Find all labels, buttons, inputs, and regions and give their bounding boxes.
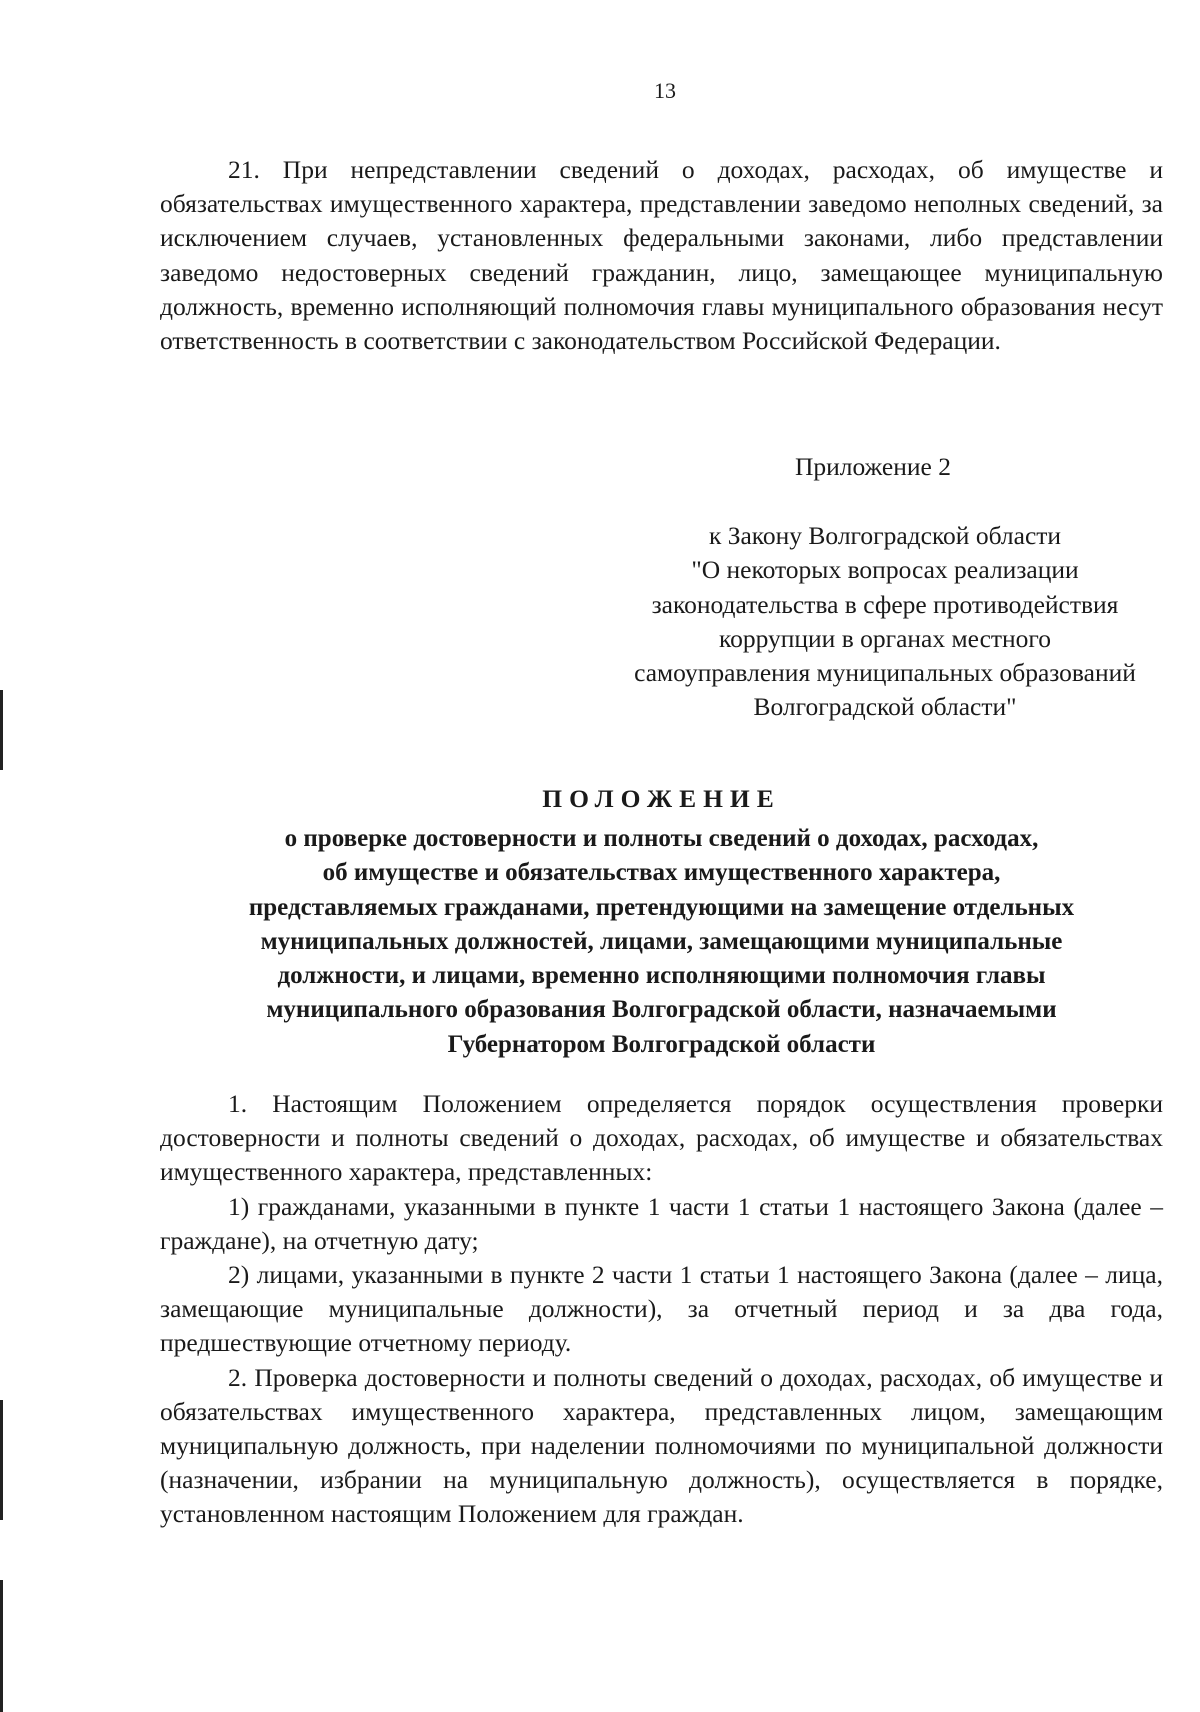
paragraph-21: 21. При непредставлении сведений о доходах, расходах, об имуществе и обязательствах имущественного характера, представлении заведомо неполных сведений, за исключением случаев, установленных федеральными законами, либо представлении заведомо недостоверных сведений гражданин, лицо, замещающее муниципальную должность, временно исполняющий полномочия главы муниципального образования несут ответственность в соответствии с законодательством Российской Федерации.	[160, 155, 1163, 356]
appendix-reference-line: "О некоторых вопросах реализации	[691, 555, 1079, 585]
scan-edge-mark	[0, 1580, 3, 1712]
main-body	[160, 1087, 1163, 1532]
subheading-line: должности, и лицами, временно исполняющими полномочия главы	[277, 962, 1046, 990]
body-paragraph-1-item-2: 2) лицами, указанными в пункте 2 части 1 статьи 1 настоящего Закона (далее – лица, замещающие муниципальные должности), за отчетный период и за два года, предшествующие отчетному периоду.	[160, 1260, 1163, 1358]
document-subheading	[180, 822, 1143, 1062]
appendix-reference-line: самоуправления муниципальных образований	[634, 658, 1136, 688]
body-paragraph-1: 1. Настоящим Положением определяется порядок осуществления проверки достоверности и полноты сведений о доходах, расходах, об имуществе и обязательствах имущественного характера, представленных:	[160, 1089, 1163, 1187]
scan-edge-mark	[0, 1400, 3, 1520]
appendix-reference-line: коррупции в органах местного	[718, 623, 1052, 653]
appendix-reference-line: к Закону Волгоградской области	[708, 521, 1062, 550]
body-paragraph-2: 2. Проверка достоверности и полноты сведений о доходах, расходах, об имуществе и обязательствах имущественного характера, представленных лицом, замещающим муниципальную должность, при наделении полномочиями по муниципальной должности (назначении, избрании на муниципальную должность), осуществляется в порядке, установленном настоящим Положением для граждан.	[160, 1362, 1163, 1529]
page-number: 13	[654, 78, 676, 103]
document-heading: ПОЛОЖЕНИЕ	[542, 784, 781, 813]
scan-edge-mark	[0, 690, 3, 770]
subheading-line: представляемых гражданами, претендующими на замещение отдельных	[248, 893, 1075, 921]
appendix-reference-line: Волгоградской области"	[753, 692, 1017, 722]
subheading-line: муниципальных должностей, лицами, замещающими муниципальные	[260, 927, 1063, 955]
subheading-line: о проверке достоверности и полноты сведений о доходах, расходах,	[284, 825, 1039, 852]
appendix-title: Приложение 2	[795, 452, 951, 481]
paragraph-21-block	[160, 153, 1163, 358]
subheading-line: Губернатором Волгоградской области	[447, 1030, 876, 1058]
body-paragraph-1-item-1: 1) гражданами, указанными в пункте 1 части 1 статьи 1 настоящего Закона (далее – граждане), на отчетную дату;	[160, 1191, 1163, 1255]
subheading-line: муниципального образования Волгоградской области, назначаемыми	[266, 996, 1057, 1024]
appendix-reference	[580, 519, 1190, 725]
appendix-reference-line: законодательства в сфере противодействия	[651, 589, 1119, 619]
subheading-line: об имуществе и обязательствах имущественного характера,	[322, 859, 1001, 887]
